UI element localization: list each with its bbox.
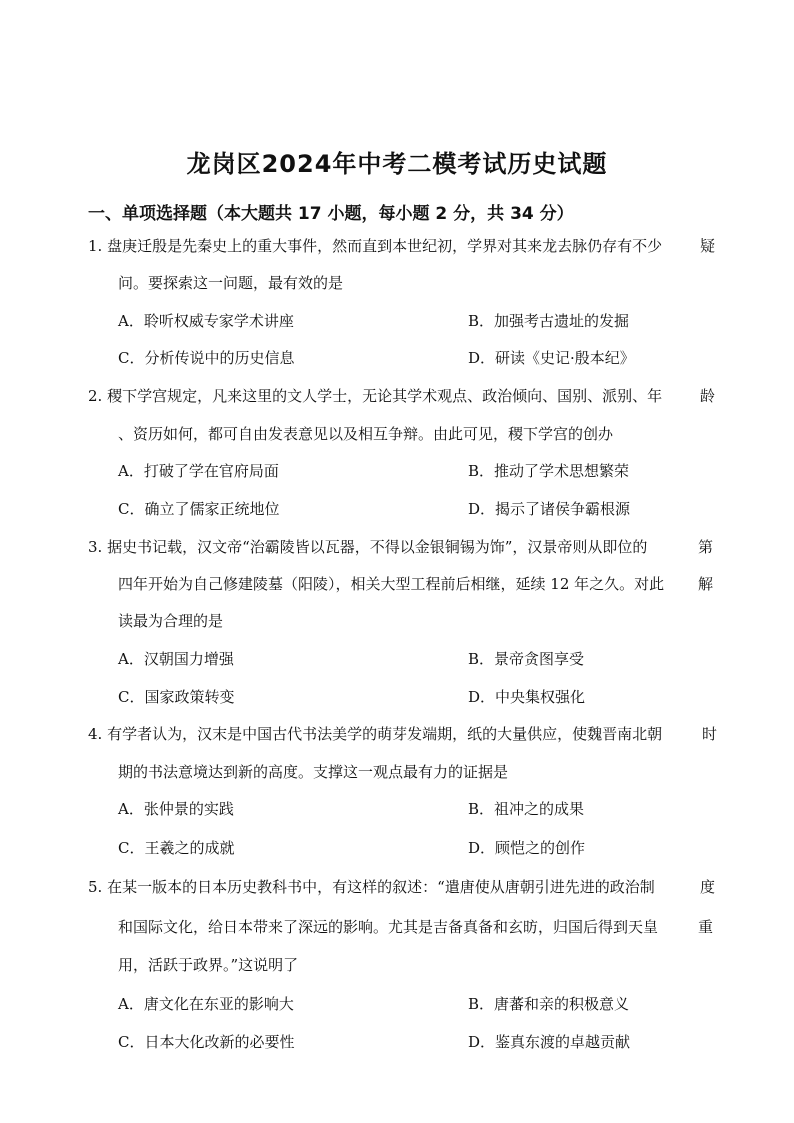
- question-2-trailing-char: 龄: [700, 387, 716, 405]
- question-4-option-a: A．张仲景的实践: [118, 800, 234, 818]
- question-4-trailing-char: 时: [702, 725, 718, 743]
- question-4-option-b: B．祖冲之的成果: [468, 800, 585, 818]
- question-2-option-b: B．推动了学术思想繁荣: [468, 462, 630, 480]
- question-3-trailing-char-2: 解: [698, 575, 714, 593]
- page-title: 龙岗区2024年中考二模考试历史试题: [186, 150, 608, 178]
- question-2-option-a: A．打破了学在官府局面: [118, 462, 279, 480]
- question-3-option-b: B．景帝贪图享受: [468, 650, 585, 668]
- question-5-option-a: A．唐文化在东亚的影响大: [118, 995, 294, 1013]
- question-5-option-b: B．唐蕃和亲的积极意义: [468, 995, 630, 1013]
- question-3-option-c: C．国家政策转变: [118, 688, 235, 706]
- question-2-option-c: C．确立了儒家正统地位: [118, 500, 280, 518]
- question-3-option-a: A．汉朝国力增强: [118, 650, 234, 668]
- question-4-option-c: C．王羲之的成就: [118, 839, 235, 857]
- question-3-trailing-char-1: 第: [698, 538, 714, 556]
- question-5-trailing-char-2: 重: [698, 918, 714, 936]
- question-3-option-d: D．中央集权强化: [468, 688, 586, 706]
- question-1-line-2: 问。要探索这一问题，最有效的是: [118, 274, 344, 292]
- question-4-line-2: 期的书法意境达到新的高度。支撑这一观点最有力的证据是: [118, 763, 509, 781]
- question-2-option-d: D．揭示了诸侯争霸根源: [468, 500, 631, 518]
- question-4-option-d: D．顾恺之的创作: [468, 839, 586, 857]
- question-1-option-a: A．聆听权威专家学术讲座: [118, 312, 294, 330]
- question-2-line-2: 、资历如何，都可自由发表意见以及相互争辩。由此可见，稷下学宫的创办: [118, 425, 614, 443]
- question-4-line-1: 4. 有学者认为，汉末是中国古代书法美学的萌芽发端期，纸的大量供应，使魏晋南北朝: [88, 725, 663, 743]
- question-5-trailing-char-1: 度: [700, 878, 716, 896]
- question-1-line-1: 1. 盘庚迁殷是先秦史上的重大事件，然而直到本世纪初，学界对其来龙去脉仍存有不少: [88, 237, 663, 255]
- question-5-option-d: D．鉴真东渡的卓越贡献: [468, 1033, 631, 1051]
- question-5-line-2: 和国际文化，给日本带来了深远的影响。尤其是吉备真备和玄昉，归国后得到天皇: [118, 918, 659, 936]
- section-heading: 一、单项选择题（本大题共 17 小题，每小题 2 分，共 34 分）: [88, 204, 574, 224]
- question-1-option-c: C．分析传说中的历史信息: [118, 349, 295, 367]
- question-1-option-d: D．研读《史记·殷本纪》: [468, 349, 635, 367]
- question-5-option-c: C．日本大化改新的必要性: [118, 1033, 295, 1051]
- question-3-line-3: 读最为合理的是: [118, 612, 224, 630]
- question-2-line-1: 2. 稷下学宫规定，凡来这里的文人学士，无论其学术观点、政治倾向、国别、派别、年: [88, 387, 663, 405]
- question-5-line-1: 5. 在某一版本的日本历史教科书中，有这样的叙述：“遣唐使从唐朝引进先进的政治制: [88, 878, 655, 896]
- question-1-trailing-char: 疑: [700, 237, 716, 255]
- question-1-option-b: B．加强考古遗址的发掘: [468, 312, 630, 330]
- question-3-line-1: 3. 据史书记载，汉文帝“治霸陵皆以瓦器，不得以金银铜锡为饰”，汉景帝则从即位的: [88, 538, 648, 556]
- question-3-line-2: 四年开始为自己修建陵墓（阳陵），相关大型工程前后相继，延续 12 年之久。对此: [118, 575, 665, 593]
- question-5-line-3: 用，活跃于政界。”这说明了: [118, 956, 299, 974]
